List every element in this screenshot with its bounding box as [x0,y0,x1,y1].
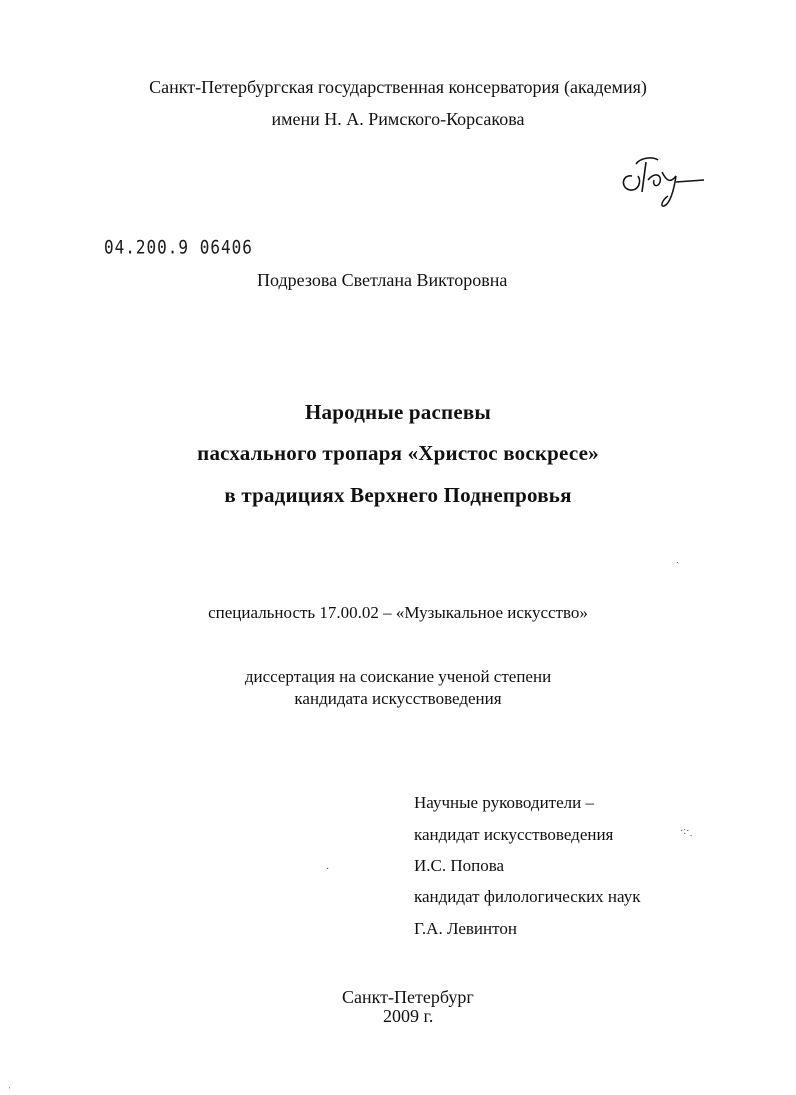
supervisors-heading: Научные руководители – [414,793,594,812]
scan-speck: ·:·ˏ [680,826,693,837]
footer-year: 2009 г. [383,1006,434,1026]
institution-name: Санкт-Петербургская государственная консерватория (академия) [149,77,647,97]
archive-stamp-number: 04.200.9 06406 [104,236,253,258]
author-name: Подрезова Светлана Викторовна [257,270,508,290]
specialty: специальность 17.00.02 – «Музыкальное искусство» [208,603,588,622]
dissertation-line-2: кандидата искусствоведения [294,689,502,708]
scan-speck: ˏ [676,553,680,564]
title-line-3: в традициях Верхнего Поднепровья [224,483,572,507]
title-line-1: Народные распевы [305,400,491,424]
institution-named-after: имени Н. А. Римского-Корсакова [271,109,525,129]
dissertation-line-1: диссертация на соискание ученой степени [244,667,552,686]
supervisor-1-degree: кандидат искусствоведения [414,825,614,844]
scan-speck: · [326,864,330,875]
supervisor-2-name: Г.А. Левинтон [414,919,517,938]
supervisor-1-name: И.С. Попова [414,856,505,875]
footer-city: Санкт-Петербург [342,987,474,1007]
supervisor-2-degree: кандидат филологических наук [414,887,641,906]
scan-speck: ˌ [8,1078,12,1089]
title-line-2: пасхального тропаря «Христос воскресе» [197,441,599,465]
handwritten-signature [618,150,713,210]
